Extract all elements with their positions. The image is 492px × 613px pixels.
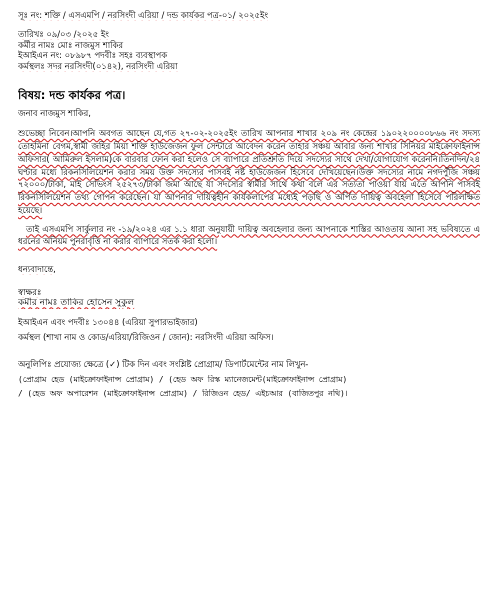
employee-workplace: কর্মস্থলঃ সদর নরসিংদী(০১৪২), নরসিংদী এরিয়া <box>18 61 178 71</box>
employee-id-designation: ইআইএন নং: ০৮৯৮৭ পদবীঃ সহঃ ব্যবস্থাপক <box>18 50 168 61</box>
signatory-ein-designation: ইআইএন এবং পদবীঃ ১৩০৪৪ (এরিয়া সুপারভাইজার) <box>18 317 198 328</box>
letter-date: তারিখঃ ০৯/০৩ /২০২৫ ইং <box>18 28 109 39</box>
closing-thanks: ধন্যবাদান্তে, <box>18 264 56 275</box>
body-paragraph-2: তাই এসএমপি সার্কুলার নং -১৯/২০২৪ এর ১.১ ধারা অনুযায়ী দায়িত্ব অবহেলার জন্য আপনাকে শাস্তির আওতায় আনা সহ ভবিষ্যতে এ ধরনের অনিয়ম পুনরাবৃত্তি না করার ব্যাপারে সতর্ক করা হলো। <box>18 223 480 247</box>
reference-number: সূঃ নং: শক্তি / এসএমপি / নরসিংদী এরিয়া / দন্ড কার্যকর পত্র-০১/ ২০২৫ইং <box>18 10 268 20</box>
recipient-info <box>18 29 480 72</box>
signature-block <box>18 287 480 343</box>
cc-title: অনুলিপিঃ প্রযোজ্য ক্ষেত্রে (✓) টিক দিন এবং সংশ্লিষ্ট প্রোগ্রাম/ ডিপার্টমেন্টের নাম লিখুন- <box>18 358 309 369</box>
employee-name: কর্মীর নামঃ মোঃ নাজমুস শাকির <box>18 39 123 50</box>
salutation: জনাব নাজমুস শাকির, <box>18 108 91 119</box>
cc-row-2: / (হেড অফ অপারেশন (মাইক্রোফাইনান্স প্রোগ্রাম) / রিজিওন হেড/ এইচআর (বাজিতপুর নথি)। <box>18 389 348 399</box>
signatory-workplace: কর্মস্থল (শাখা নাম ও কোড/এরিয়া/রিজিওন / জোন): নরসিংদী এরিয়া অফিস। <box>18 331 274 342</box>
signatory-name: কর্মীর নামঃ তাকির হোসেন সুকুল <box>18 297 135 308</box>
cc-row-1: (প্রোগ্রাম হেড (মাইক্রোফাইনান্স প্রোগ্রাম) / (হেড অফ রিস্ক ম্যানেজমেন্ট(মাইক্রোফাইনান্স প্রোগ্রাম) <box>18 375 348 385</box>
letter-subject: বিষয়: দন্ড কার্যকর পত্র। <box>18 87 126 102</box>
body-paragraph-1: শুভেচ্ছা নিবেন।আপনি অবগত আছেন যে,গত ২৭-০২-২০২৫ইং তারিখ আপনার শাখার ২০৯ নং কেন্দ্রের ১৯০২২০০০০৮৬৬ নং সদস্য তোহমিনা বেগম,স্বামী জহির মিয়া শক্তি হাউজেজন ফুল সেন্টারে আবেদন করেন তাহার সঞ্চয় আবার জন্য শাখার সিনিয়র মাইক্রোফাইনান্স অফিসার( আমিরুল ইসলাম)কে বারবার ফোন করা হলেও সে ব্যাপারে প্রতিশ্রুতি দিয়ে সদস্যের সাথে দেখা/যোগাযোগ করেননি।তিনদিন/২৪ ঘণ্টার মধ্যে রিকনসিলিয়েশন করার সময় উক্ত সদস্যের পাসবই নষ্ট হাউজেজন হিসেবে দেখিয়েছেন।উক্ত সদস্যের নামে নগদপুঁজি সঞ্চয় ৭২০০০/টাকা, মাই সেভিংস ২৫২৭৩/টাকা জমা আছে যা সদস্যের স্বামীর সাথে কথা বলে এর সত্যতা পাওয়া যায় এতে আপনি পাসবই রিকনসিলিয়েশন তথ্য গোপন করেছেন। যা আপনার দায়িত্বহীন কার্যকলাপের মধ্যেই পড়ছি ও অর্পিত দায়িত্ব অবহেলা হিসেবে পরিলক্ষিত হয়েছে। <box>18 128 480 215</box>
signature-label: স্বাক্ষরঃ <box>18 286 42 297</box>
carbon-copy-section <box>18 359 480 400</box>
letter-page <box>18 10 480 399</box>
